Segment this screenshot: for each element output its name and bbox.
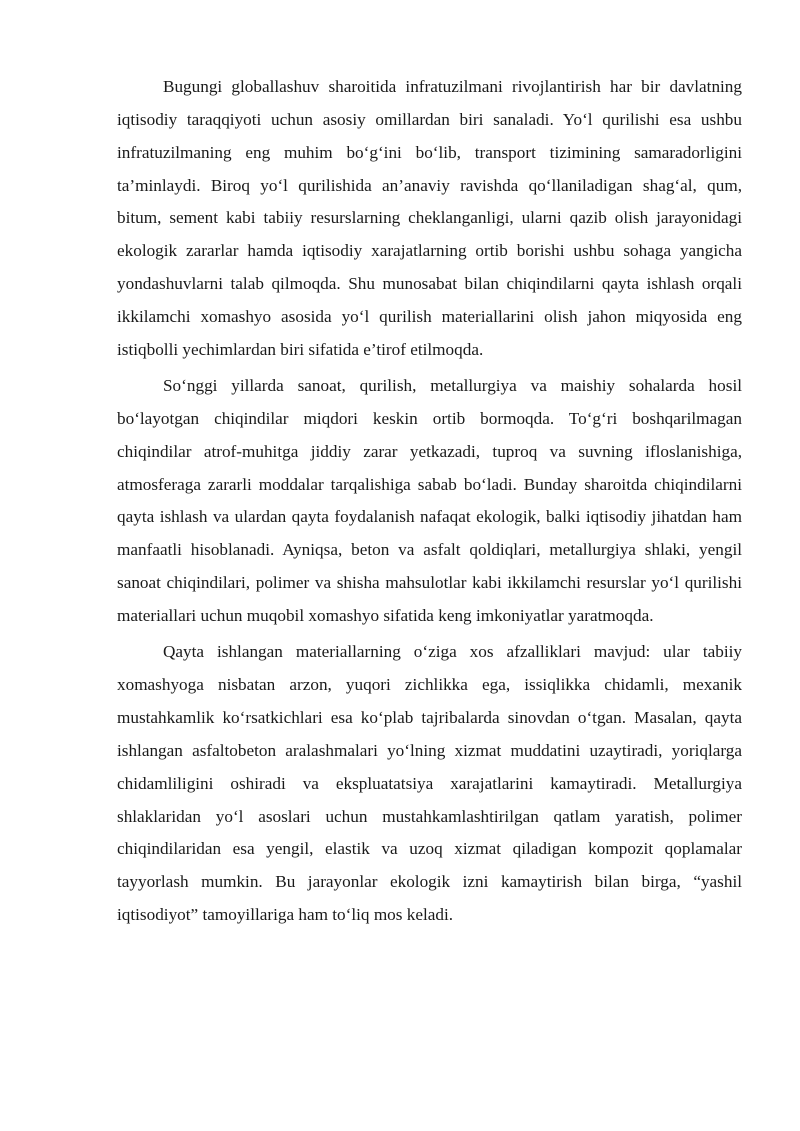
paragraph-3: Qayta ishlangan materiallarning o‘ziga xos afzalliklari mavjud: ular tabiiy xomashyoga nisbatan arzon, yuqori zichlikka ega, issiqlikka chidamli, mexanik mustahkamlik ko‘rsatkichlari esa ko‘plab tajribalarda sinovdan o‘tgan. Masalan, qayta ishlangan asfaltobeton aralashmalari yo‘lning xizmat muddatini uzaytiradi, yoriqlarga chidamliligini oshiradi va ekspluatatsiya xarajatlarini kamaytiradi. Metallurgiya shlaklaridan yo‘l asoslari uchun mustahkamlashtirilgan qatlam yaratish, polimer chiqindilaridan esa yengil, elastik va uzoq xizmat qiladigan kompozit qoplamalar tayyorlash mumkin. Bu jarayonlar ekologik izni kamaytirish bilan birga, “yashil iqtisodiyot” tamoyillariga ham to‘liq mos keladi. xyxy=(117,642,742,925)
paragraph-1: Bugungi globallashuv sharoitida infratuzilmani rivojlantirish har bir davlatning iqtisodiy taraqqiyoti uchun asosiy omillardan biri sanaladi. Yo‘l qurilishi esa ushbu infratuzilmaning eng muhim bo‘g‘ini bo‘lib, transport tizimining samaradorligini ta’minlaydi. Biroq yo‘l qurilishida an’anaviy ravishda qo‘llaniladigan shag‘al, qum, bitum, sement kabi tabiiy resurslarning cheklanganligi, ularni qazib olish jarayonidagi ekologik zararlar hamda iqtisodiy xarajatlarning ortib borishi ushbu sohaga yangicha yondashuvlarni talab qilmoqda. Shu munosabat bilan chiqindilarni qayta ishlash orqali ikkilamchi xomashyo asosida yo‘l qurilish materiallarini olish jahon miqyosida eng istiqbolli yechimlardan biri sifatida e’tirof etilmoqda. xyxy=(117,77,742,359)
document-body xyxy=(117,71,742,935)
paragraph-2: So‘nggi yillarda sanoat, qurilish, metallurgiya va maishiy sohalarda hosil bo‘layotgan chiqindilar miqdori keskin ortib bormoqda. To‘g‘ri boshqarilmagan chiqindilar atrof-muhitga jiddiy zarar yetkazadi, tuproq va suvning ifloslanishiga, atmosferaga zararli moddalar tarqalishiga sabab bo‘ladi. Bunday sharoitda chiqindilarni qayta ishlash va ulardan qayta foydalanish nafaqat ekologik, balki iqtisodiy jihatdan ham manfaatli hisoblanadi. Ayniqsa, beton va asfalt qoldiqlari, metallurgiya shlaki, yengil sanoat chiqindilari, polimer va shisha mahsulotlar kabi ikkilamchi resurslar yo‘l qurilishi materiallari uchun muqobil xomashyo sifatida keng imkoniyatlar yaratmoqda. xyxy=(117,376,742,625)
